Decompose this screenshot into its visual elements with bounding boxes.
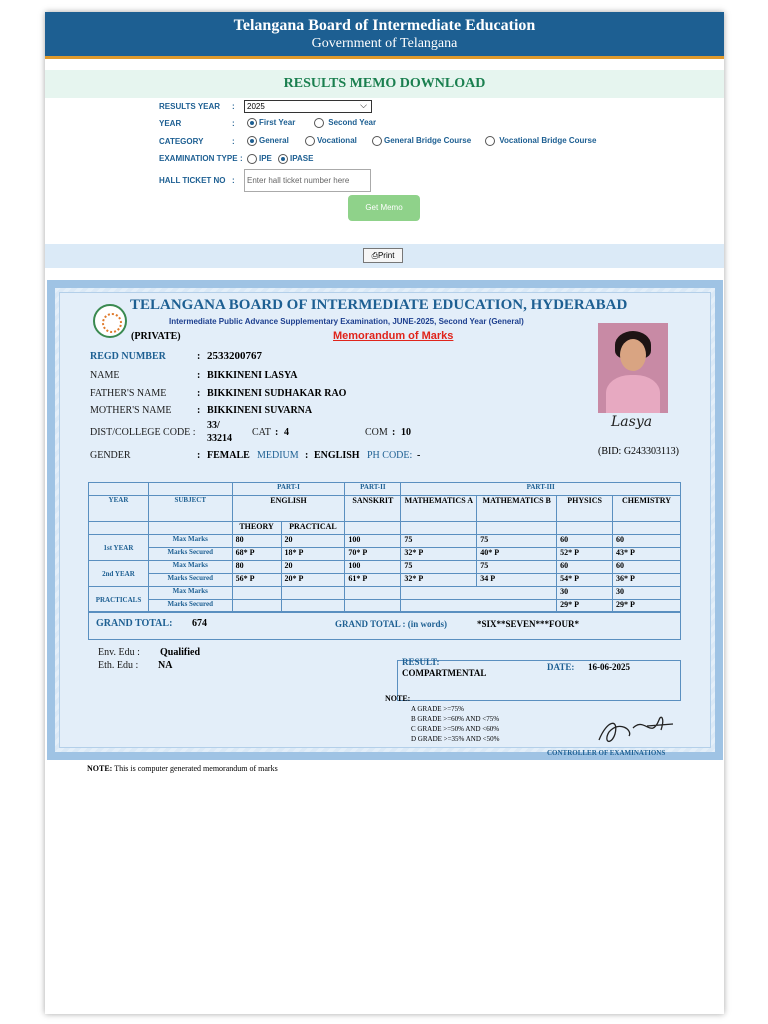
footnote: [87, 764, 278, 773]
env-edu-value: Qualified: [160, 647, 201, 658]
table-row: [89, 496, 681, 522]
radio-icon: [314, 118, 324, 128]
table-row: [89, 535, 681, 548]
marks-table: [88, 482, 681, 613]
part2-header: PART-II: [345, 483, 401, 496]
grand-total-words-label: GRAND TOTAL : (in words): [335, 619, 448, 629]
table-row: [89, 587, 681, 600]
dist-code: 33/: [207, 420, 220, 431]
chevron-down-icon: ⌵: [360, 100, 367, 110]
medium-label: MEDIUM: [257, 450, 299, 461]
colon: :: [232, 102, 235, 111]
env-edu-label: Env. Edu :: [98, 647, 140, 658]
radio-icon: [372, 136, 382, 146]
result-box: [397, 660, 681, 701]
year-first-label: First Year: [259, 118, 296, 128]
exam-ipe-radio[interactable]: [247, 154, 272, 164]
exam-ipase-label: IPASE: [290, 154, 314, 164]
get-memo-button[interactable]: Get Memo: [348, 195, 420, 221]
controller-signature: [589, 710, 679, 750]
table-cell: 32* P: [401, 574, 477, 587]
table-cell: 30: [557, 587, 613, 600]
page: [45, 12, 724, 1014]
sep: :: [275, 427, 279, 438]
student-photo: [598, 323, 668, 413]
gender-value: FEMALE: [207, 450, 250, 461]
year-first-radio[interactable]: [247, 118, 295, 128]
year-label: YEAR: [159, 119, 182, 128]
table-cell: 34 P: [477, 574, 557, 587]
result-value: COMPARTMENTAL: [402, 668, 487, 678]
results-form: [45, 12, 724, 242]
year-header: YEAR: [89, 496, 149, 522]
table-cell: 60: [557, 561, 613, 574]
math-b-header: MATHEMATICS B: [477, 496, 557, 522]
sep: :: [197, 388, 201, 399]
cat-vocational-label: Vocational: [317, 136, 357, 146]
table-cell: 40* P: [477, 548, 557, 561]
exam-ipe-label: IPE: [259, 154, 272, 164]
medium-value: ENGLISH: [314, 450, 360, 461]
table-cell: 61* P: [345, 574, 401, 587]
table-cell: 30: [613, 587, 681, 600]
table-row: [89, 561, 681, 574]
com-label: COM: [365, 427, 388, 438]
board-logo: [93, 304, 127, 338]
subject-header: SUBJECT: [148, 496, 232, 522]
eth-edu-label: Eth. Edu :: [98, 660, 139, 671]
date-value: 16-06-2025: [588, 662, 630, 672]
table-row: [89, 522, 681, 535]
memo-exam-name: Intermediate Public Advance Supplementary Examination, JUNE-2025, Second Year (General): [169, 317, 524, 326]
note-label: NOTE:: [385, 694, 411, 703]
dist-college-label: DIST/COLLEGE CODE :: [90, 427, 196, 438]
cat-general-bridge-label: General Bridge Course: [384, 136, 472, 146]
table-cell: 20: [281, 561, 345, 574]
grade-d: D GRADE >=35% AND <50%: [411, 735, 500, 743]
table-cell: 75: [477, 561, 557, 574]
category-label: CATEGORY: [159, 137, 204, 146]
marks-secured-label: Marks Secured: [148, 548, 232, 561]
radio-icon: [247, 154, 257, 164]
sep: :: [197, 405, 201, 416]
table-cell: 56* P: [232, 574, 281, 587]
eth-edu-value: NA: [158, 660, 173, 671]
sep: :: [305, 450, 309, 461]
header-title: Telangana Board of Intermediate Education: [233, 17, 536, 34]
year-second-radio[interactable]: [314, 118, 376, 128]
table-cell: 80: [232, 561, 281, 574]
footnote-label: NOTE:: [87, 764, 113, 773]
grand-total-words: *SIX**SEVEN***FOUR*: [477, 619, 580, 629]
ph-code-label: PH CODE:: [367, 450, 413, 461]
radio-checked-icon: [247, 118, 257, 128]
second-year-label: 2nd YEAR: [89, 561, 149, 587]
student-signature: Lasya: [611, 414, 653, 430]
practical-header: PRACTICAL: [281, 522, 345, 535]
year-second-label: Second Year: [328, 118, 377, 128]
memorandum-title: Memorandum of Marks: [333, 330, 454, 342]
table-row: [89, 574, 681, 587]
table-cell: 68* P: [232, 548, 281, 561]
com-value: 10: [401, 427, 411, 438]
first-year-label: 1st YEAR: [89, 535, 149, 561]
marks-secured-label: Marks Secured: [148, 574, 232, 587]
max-marks-label: Max Marks: [148, 587, 232, 600]
cat-vocational-bridge-label: Vocational Bridge Course: [499, 136, 597, 146]
gender-label: GENDER: [90, 450, 131, 461]
form-heading: RESULTS MEMO DOWNLOAD: [45, 70, 724, 98]
table-cell: 32* P: [401, 548, 477, 561]
bid-number: (BID: G243303113): [598, 446, 680, 457]
table-cell: 20* P: [281, 574, 345, 587]
footnote-text: This is computer generated memorandum of marks: [112, 764, 278, 773]
sep: :: [197, 450, 201, 461]
table-cell: 29* P: [613, 600, 681, 613]
header-subtitle: Government of Telangana: [311, 36, 458, 51]
date-label: DATE:: [547, 662, 575, 672]
table-cell: 60: [613, 535, 681, 548]
ph-code-value: -: [417, 450, 421, 461]
radio-icon: [305, 136, 315, 146]
hall-ticket-input[interactable]: Enter hall ticket number here: [244, 169, 371, 192]
max-marks-label: Max Marks: [148, 535, 232, 548]
memo-board-title: TELANGANA BOARD OF INTERMEDIATE EDUCATION, HYDERABAD: [130, 297, 628, 313]
colon: :: [232, 137, 235, 146]
grand-total-label: GRAND TOTAL:: [96, 618, 173, 629]
print-button[interactable]: [363, 248, 403, 263]
regd-number: 2533200767: [207, 350, 262, 362]
sep: :: [197, 370, 201, 381]
mother-name: BIKKINENI SUVARNA: [207, 405, 313, 416]
part1-header: PART-I: [232, 483, 345, 496]
table-cell: 52* P: [557, 548, 613, 561]
table-cell: 70* P: [345, 548, 401, 561]
table-cell: 75: [401, 561, 477, 574]
grade-c: C GRADE >=50% AND <60%: [411, 725, 500, 733]
result-label: RESULT:: [402, 657, 440, 667]
table-cell: 29* P: [557, 600, 613, 613]
results-year-label: RESULTS YEAR: [159, 102, 221, 111]
max-marks-label: Max Marks: [148, 561, 232, 574]
cat-vocational-radio[interactable]: [305, 136, 357, 146]
colon: :: [240, 154, 243, 163]
cat-vocational-bridge-radio[interactable]: [485, 136, 596, 146]
sep: :: [392, 427, 396, 438]
name-label: NAME: [90, 370, 120, 381]
college-code: 33214: [207, 433, 232, 444]
controller-label: CONTROLLER OF EXAMINATIONS: [547, 749, 666, 757]
father-label: FATHER'S NAME: [90, 388, 167, 399]
table-row: [89, 548, 681, 561]
table-cell: 75: [401, 535, 477, 548]
table-cell: 60: [613, 561, 681, 574]
english-header: ENGLISH: [232, 496, 345, 522]
exam-ipase-radio[interactable]: [278, 154, 313, 164]
printer-icon: ⎙: [371, 251, 378, 260]
math-a-header: MATHEMATICS A: [401, 496, 477, 522]
hall-ticket-label: HALL TICKET NO: [159, 176, 226, 185]
practicals-label: PRACTICALS: [89, 587, 149, 613]
results-year-select[interactable]: [244, 100, 372, 113]
cat-label: CAT: [252, 427, 271, 438]
table-cell: 100: [345, 561, 401, 574]
grade-b: B GRADE >=60% AND <75%: [411, 715, 500, 723]
part3-header: PART-III: [401, 483, 681, 496]
regd-label: REGD NUMBER: [90, 351, 166, 362]
colon: :: [232, 176, 235, 185]
student-name: BIKKINENI LASYA: [207, 370, 298, 381]
grand-total-value: 674: [192, 618, 207, 629]
radio-icon: [485, 136, 495, 146]
table-row: [89, 483, 681, 496]
grade-a: A GRADE >=75%: [411, 705, 465, 713]
table-cell: 43* P: [613, 548, 681, 561]
chemistry-header: CHEMISTRY: [613, 496, 681, 522]
sep: :: [197, 351, 201, 362]
radio-checked-icon: [278, 154, 288, 164]
results-year-value: 2025: [247, 102, 265, 111]
table-cell: 18* P: [281, 548, 345, 561]
table-cell: 100: [345, 535, 401, 548]
table-cell: 36* P: [613, 574, 681, 587]
sanskrit-header: SANSKRIT: [345, 496, 401, 522]
father-name: BIKKINENI SUDHAKAR RAO: [207, 388, 347, 399]
colon: :: [232, 119, 235, 128]
marks-secured-label: Marks Secured: [148, 600, 232, 613]
memo-private: (PRIVATE): [131, 331, 181, 342]
print-label: Print: [377, 251, 395, 260]
table-cell: 80: [232, 535, 281, 548]
cat-general-label: General: [259, 136, 289, 146]
physics-header: PHYSICS: [557, 496, 613, 522]
cat-general-radio[interactable]: [247, 136, 289, 146]
radio-checked-icon: [247, 136, 257, 146]
exam-type-label: EXAMINATION TYPE: [159, 154, 238, 163]
cat-value: 4: [284, 427, 289, 438]
table-cell: 54* P: [557, 574, 613, 587]
cat-general-bridge-radio[interactable]: [372, 136, 471, 146]
table-cell: 75: [477, 535, 557, 548]
table-cell: 20: [281, 535, 345, 548]
theory-header: THEORY: [232, 522, 281, 535]
mother-label: MOTHER'S NAME: [90, 405, 172, 416]
table-cell: 60: [557, 535, 613, 548]
